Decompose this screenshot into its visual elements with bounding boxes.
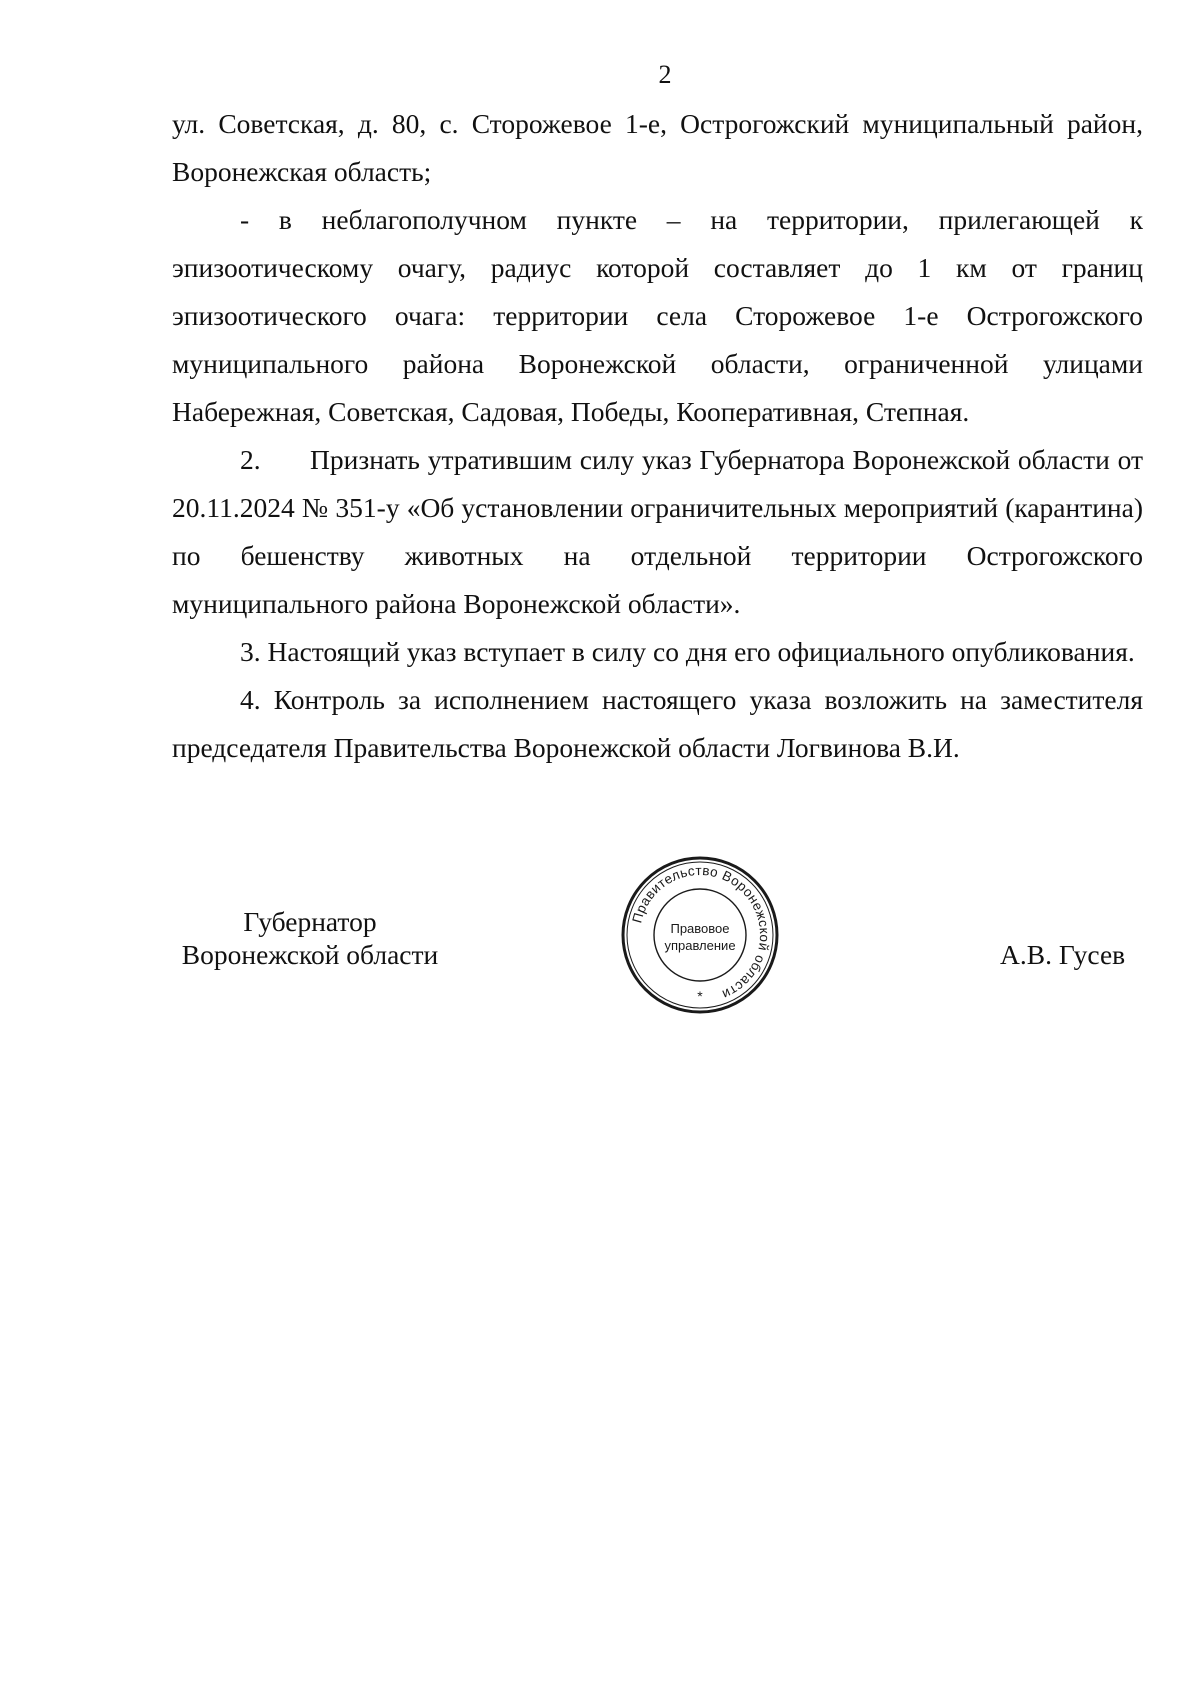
signatory-position-line-1: Губернатор — [243, 906, 377, 937]
paragraph-item-4: 4. Контроль за исполнением настоящего указа возложить на заместителя председателя Правительства Воронежской области Логвинова В.И. — [172, 684, 1143, 763]
page-number: 2 — [658, 60, 672, 89]
paragraph-address: ул. Советская, д. 80, с. Сторожевое 1-е, Острогожский муниципальный район, Воронежская область; — [172, 108, 1143, 187]
signatory-name: А.В. Гусев — [1000, 939, 1126, 970]
seal-star: * — [697, 988, 703, 1004]
paragraph-item-2 — [172, 436, 1143, 628]
document-body — [172, 100, 1143, 772]
signature-block — [0, 905, 1200, 1025]
seal-center-line-1: Правовое — [670, 921, 730, 936]
paragraph-item-3: 3. Настоящий указ вступает в силу со дня его официального опубликования. — [240, 636, 1135, 667]
seal-center-line-2: управление — [664, 938, 736, 953]
item-2-text: Признать утратившим силу указ Губернатора Воронежской области от 20.11.2024 № 351-у «Об установлении ограничительных мероприятий (карантина) по бешенству животных на отдельной территории Острогожского муниципального района Воронежской области». — [172, 444, 1143, 619]
signatory-position-line-2: Воронежской области — [181, 939, 439, 970]
official-seal — [620, 855, 780, 1015]
paragraph-dash-item: - в неблагополучном пункте – на территории, прилегающей к эпизоотическому очагу, радиус которой составляет до 1 км от границ эпизоотического очага: территории села Сторожевое 1-е Острогожского муниципального района Воронежской области, ограниченной улицами Набережная, Советская, Садовая, Победы, Кооперативная, Степная. — [172, 204, 1143, 427]
item-2-number: 2. — [240, 444, 261, 475]
seal-ring-text-path: Правительство Воронежской области — [629, 862, 773, 1003]
signatory-position — [165, 905, 455, 971]
